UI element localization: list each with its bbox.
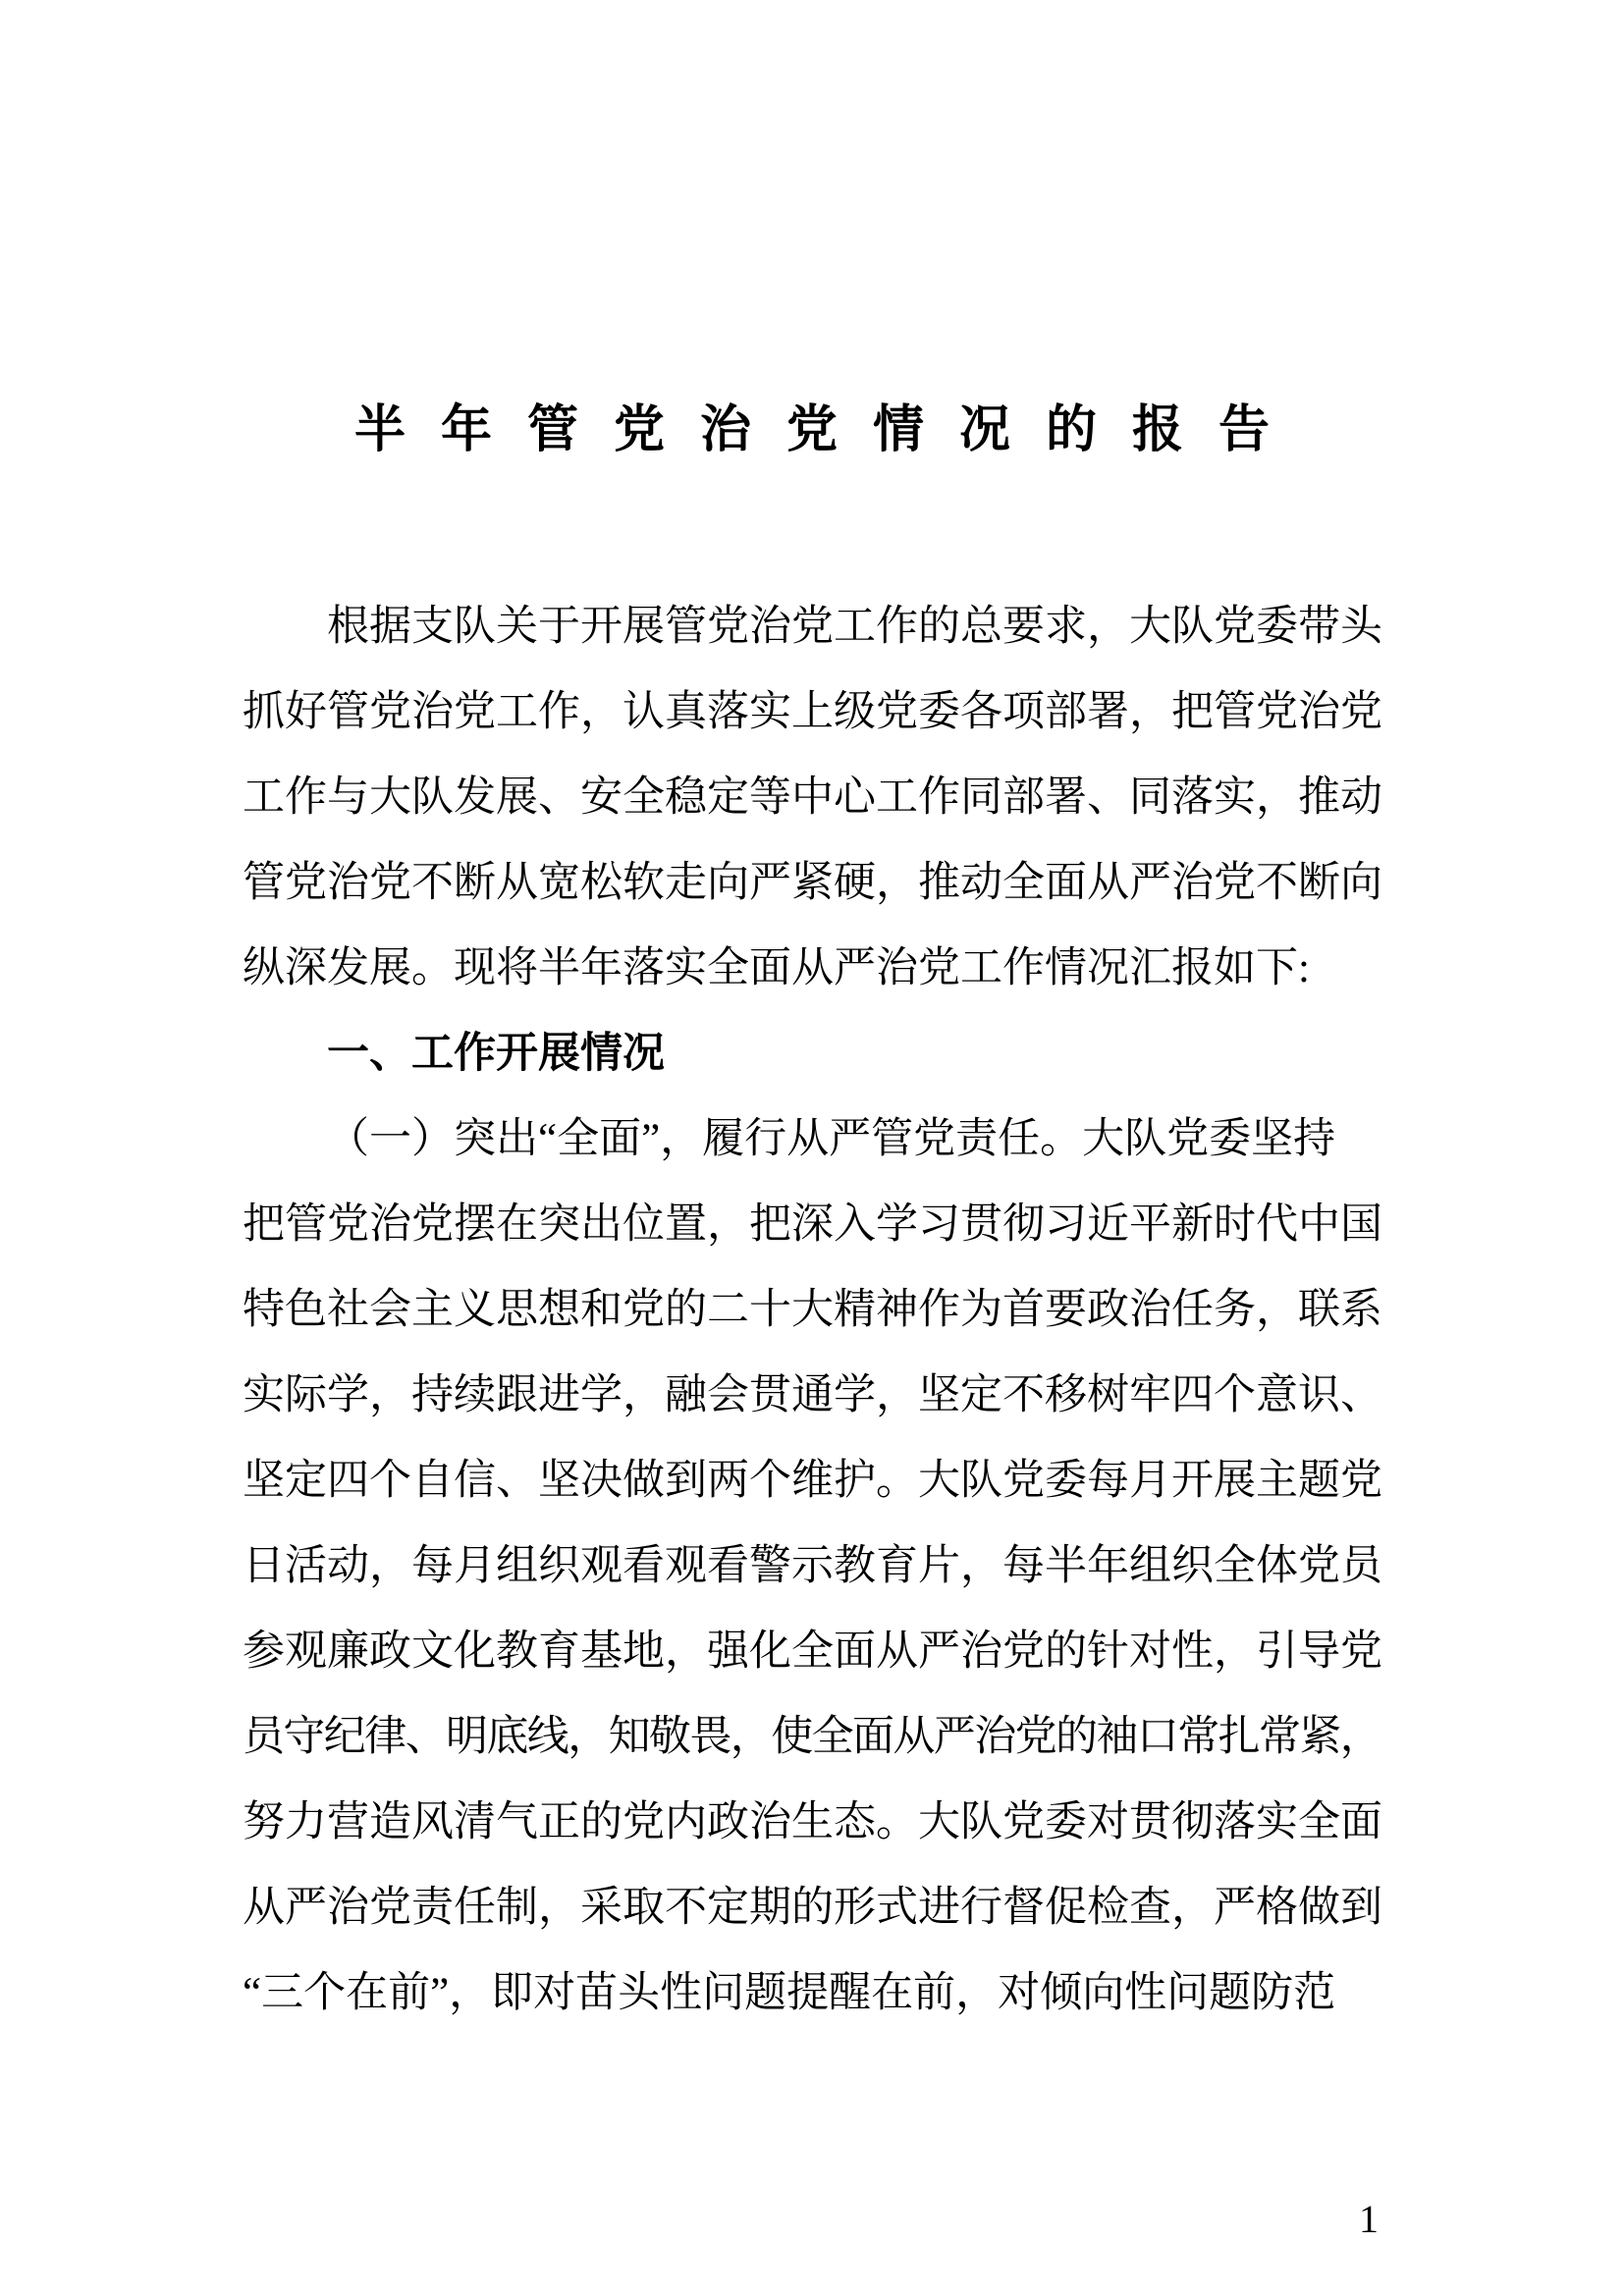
paragraph-line: 努力营造风清气正的党内政治生态。大队党委对贯彻落实全面 (243, 1799, 1382, 1845)
paragraph-line: （一）突出“全面”，履行从严管党责任。大队党委坚持 (327, 1116, 1336, 1162)
paragraph-line: 特色社会主义思想和党的二十大精神作为首要政治任务，联系 (243, 1287, 1382, 1333)
paragraph-line: 把管党治党摆在突出位置，把深入学习贯彻习近平新时代中国 (243, 1201, 1382, 1248)
paragraph-line: 坚定四个自信、坚决做到两个维护。大队党委每月开展主题党 (243, 1458, 1382, 1504)
document-body (243, 584, 1382, 2036)
paragraph-line: 纵深发展。现将半年落实全面从严治党工作情况汇报如下: (243, 945, 1310, 991)
section-heading: 一、工作开展情况 (327, 1031, 665, 1077)
paragraph-line: 管党治党不断从宽松软走向严紧硬，推动全面从严治党不断向 (243, 860, 1382, 906)
page-number: 1 (1359, 2197, 1379, 2241)
paragraph-line: 日活动，每月组织观看观看警示教育片，每半年组织全体党员 (243, 1543, 1382, 1589)
paragraph-line: 根据支队关于开展管党治党工作的总要求，大队党委带头 (327, 604, 1382, 650)
document-title: 半年管党治党情况的报告 (353, 402, 1305, 458)
paragraph-line: 抓好管党治党工作，认真落实上级党委各项部署，把管党治党 (243, 689, 1382, 735)
paragraph-line: 员守纪律、明底线，知敬畏，使全面从严治党的袖口常扎常紧， (243, 1714, 1381, 1760)
paragraph-line: 实际学，持续跟进学，融会贯通学，坚定不移树牢四个意识、 (243, 1372, 1382, 1418)
paragraph-line: 参观廉政文化教育基地，强化全面从严治党的针对性，引导党 (243, 1629, 1382, 1675)
paragraph-line: 工作与大队发展、安全稳定等中心工作同部署、同落实，推动 (243, 774, 1382, 821)
paragraph-line: 从严治党责任制，采取不定期的形式进行督促检查，严格做到 (243, 1885, 1382, 1931)
paragraph-line: “三个在前”，即对苗头性问题提醒在前，对倾向性问题防范 (243, 1970, 1336, 2016)
